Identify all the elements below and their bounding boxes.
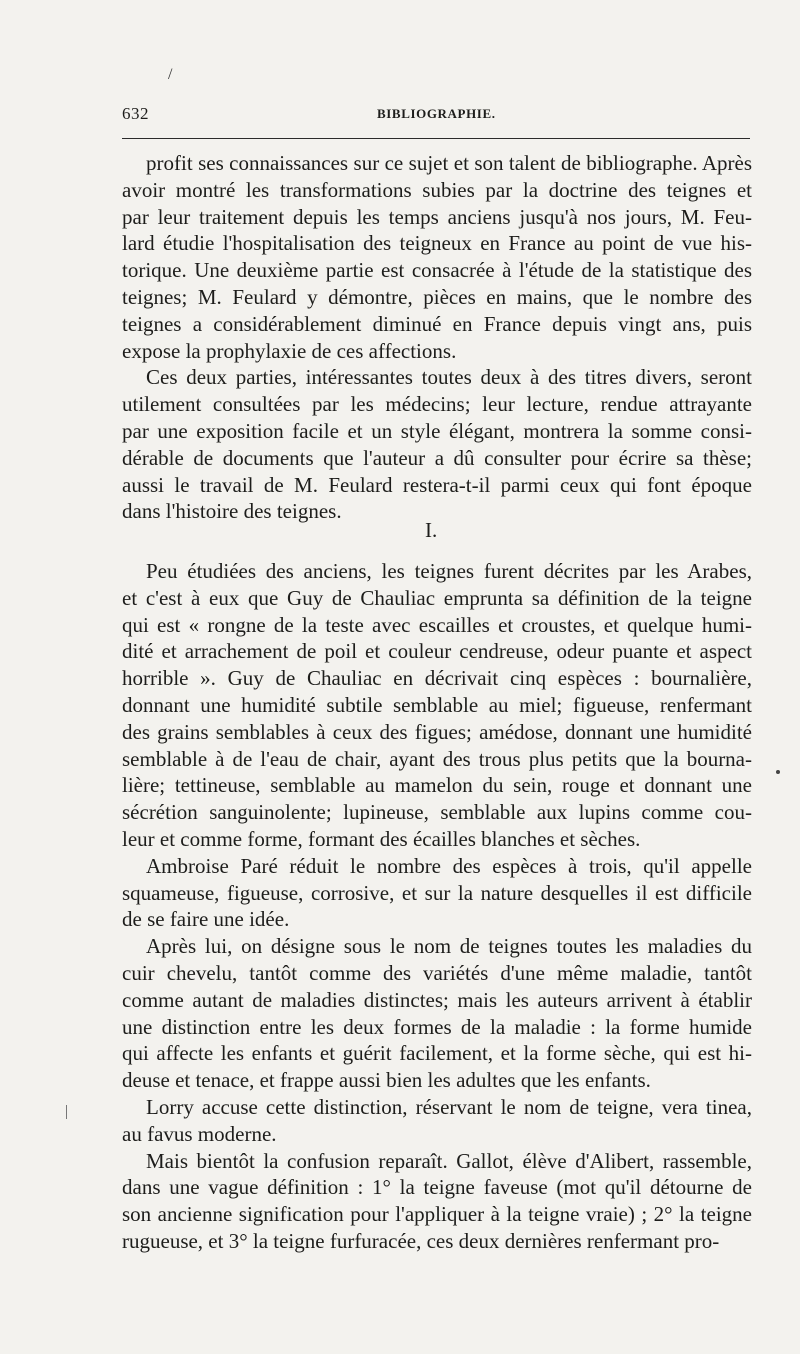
text-line: teignes a considérablement diminué en France depuis vingt ans, puis [122,311,752,336]
text-line: comme autant de maladies distinctes; mais les auteurs arrivent à établir [122,987,752,1012]
text-line: dité et arrachement de poil et couleur cendreuse, odeur puante et aspect [122,639,752,664]
text-line: cuir chevelu, tantôt comme des variétés d'une même maladie, tantôt [122,960,752,985]
text-line: rugueuse, et 3° la teigne furfuracée, ces deux dernières renfermant pro- [122,1228,720,1253]
text-line: aussi le travail de M. Feulard restera-t-il parmi ceux qui font époque [122,472,752,497]
text-line: qui est « rongne de la teste avec escailles et croustes, et quelque humi- [122,612,752,637]
header-rule [122,138,750,139]
text-line: de se faire une idée. [122,907,290,932]
text-line: deuse et tenace, et frappe aussi bien les adultes que les enfants. [122,1068,651,1093]
text-line: et c'est à eux que Guy de Chauliac emprunta sa définition de la teigne [122,585,752,610]
text-line: teignes; M. Feulard y démontre, pièces en mains, que le nombre des [122,284,752,309]
text-line: donnant une humidité subtile semblable au miel; figueuse, renfermant [122,692,752,717]
text-line: squameuse, figueuse, corrosive, et sur la nature desquelles il est difficile [122,880,752,905]
text-line: sécrétion sanguinolente; lupineuse, semblable aux lupins comme cou- [122,800,752,825]
text-block-before [122,150,752,525]
text-line: lard étudie l'hospitalisation des teigneux en France au point de vue his- [122,231,752,256]
text-line: horrible ». Guy de Chauliac en décrivait cinq espèces : bournalière, [122,666,752,691]
text-line: une distinction entre les deux formes de la maladie : la forme humide [122,1014,752,1039]
section-heading: I. [425,518,438,542]
text-line: avoir montré les transformations subies par la doctrine des teignes et [122,177,752,202]
text-line: dans une vague définition : 1° la teigne faveuse (mot qu'il détourne de [122,1175,752,1200]
text-line: leur et comme forme, formant des écailles blanches et sèches. [122,826,641,851]
text-line: qui affecte les enfants et guérit facilement, et la forme sèche, qui est hi- [122,1041,752,1066]
stray-mark: / [168,66,173,83]
header-title: BIBLIOGRAPHIE. [377,106,496,121]
page-number: 632 [122,104,149,123]
text-line: son ancienne signification pour l'appliquer à la teigne vraie) ; 2° la teigne [122,1202,752,1227]
text-line: par une exposition facile et un style élégant, montrera la somme consi- [122,418,752,443]
text-line: Ces deux parties, intéressantes toutes deux à des titres divers, seront [146,365,752,390]
text-line: Ambroise Paré réduit le nombre des espèces à trois, qu'il appelle [146,853,752,878]
text-line: expose la prophylaxie de ces affections. [122,338,457,363]
text-line: dans l'histoire des teignes. [122,499,342,524]
text-line: au favus moderne. [122,1121,277,1146]
text-line: Lorry accuse cette distinction, réservant le nom de teigne, vera tinea, [146,1094,752,1119]
text-line: Mais bientôt la confusion reparaît. Gallot, élève d'Alibert, rassemble, [146,1148,752,1173]
text-line: torique. Une deuxième partie est consacrée à l'étude de la statistique des [122,258,752,283]
running-head [122,104,750,126]
text-block-after [122,558,752,1255]
margin-speck [776,770,780,774]
text-line: des grains semblables à ceux des figues; amédose, donnant une humidité [122,719,752,744]
text-line: lière; tettineuse, semblable au mamelon du sein, rouge et donnant une [122,773,752,798]
text-line: Peu étudiées des anciens, les teignes furent décrites par les Arabes, [146,559,752,583]
text-line: semblable à de l'eau de chair, ayant des trous plus petits que la bourna- [122,746,752,771]
text-line: dérable de documents que l'auteur a dû consulter pour écrire sa thèse; [122,445,752,470]
margin-tick [66,1105,67,1119]
text-line: utilement consultées par les médecins; leur lecture, rendue attrayante [122,392,752,417]
text-line: profit ses connaissances sur ce sujet et son talent de bibliographe. Après [146,151,752,175]
text-line: Après lui, on désigne sous le nom de teignes toutes les maladies du [146,934,752,959]
text-line: par leur traitement depuis les temps anciens jusqu'à nos jours, M. Feu- [122,204,752,229]
